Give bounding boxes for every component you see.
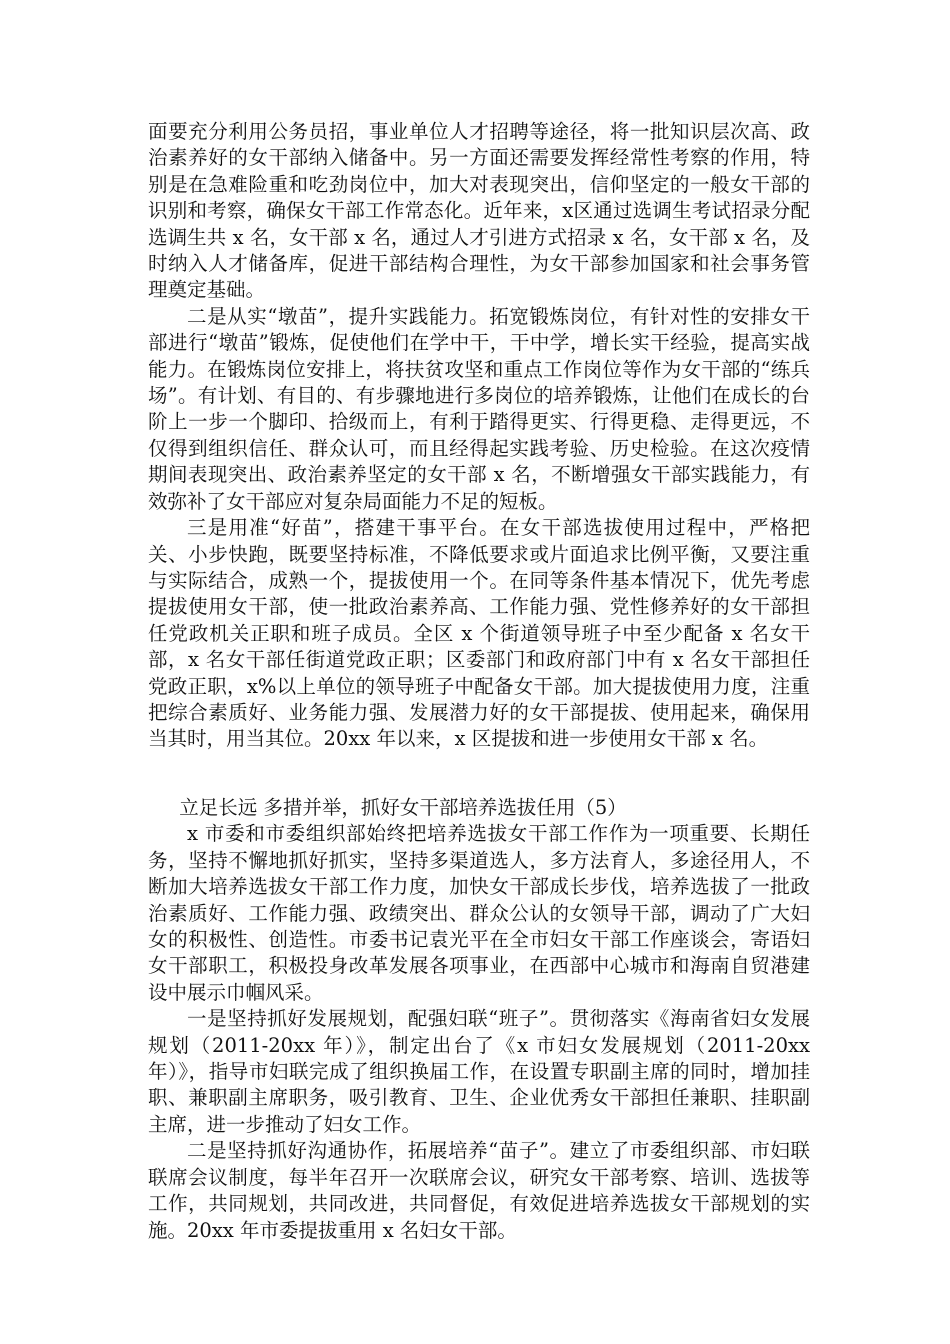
article-section-5 (148, 795, 810, 1244)
paragraph-continuation: 面要充分利用公务员招，事业单位人才招聘等途径，将一批知识层次高、政治素养好的女干部纳入储备中。另一方面还需要发挥经常性考察的作用，特别是在急难险重和吃劲岗位中，加大对表现突出，信仰坚定的一般女干部的识别和考察，确保女干部工作常态化。近年来，x区通过选调生考试招录分配选调生共 x 名，女干部 x 名，通过人才引进方式招录 x 名，女干部 x 名，及时纳入人才储备库，促进干部结构合理性，为女干部参加国家和社会事务管理奠定基础。 (148, 120, 810, 302)
paragraph-intro: x 市委和市委组织部始终把培养选拔女干部工作作为一项重要、长期任务，坚持不懈地抓好抓实，坚持多渠道选人，多方法育人，多途径用人，不断加大培养选拔女干部工作力度，加快女干部成长步伐，培养选拔了一批政治素质好、工作能力强、政绩突出、群众公认的女领导干部，调动了广大妇女的积极性、创造性。市委书记袁光平在全市妇女干部工作座谈会，寄语妇女干部职工，积极投身改革发展各项事业，在西部中心城市和海南自贸港建设中展示巾帼风采。 (148, 822, 810, 1004)
paragraph-point-three: 三是用准“好苗”，搭建干事平台。在女干部选拔使用过程中，严格把关、小步快跑，既要坚持标准，不降低要求或片面追求比例平衡，又要注重与实际结合，成熟一个，提拔使用一个。在同等条件基本情况下，优先考虑提拔使用女干部，使一批政治素养高、工作能力强、党性修养好的女干部担任党政机关正职和班子成员。全区 x 个街道领导班子中至少配备 x 名女干部，x 名女干部任街道党政正职；区委部门和政府部门中有 x 名女干部担任党政正职，x%以上单位的领导班子中配备女干部。加大提拔使用力度，注重把综合素质好、业务能力强、发展潜力好的女干部提拔、使用起来，确保用当其时，用当其位。20xx 年以来，x 区提拔和进一步使用女干部 x 名。 (148, 516, 810, 751)
paragraph-point-two-b: 二是坚持抓好沟通协作，拓展培养“苗子”。建立了市委组织部、市妇联联席会议制度，每半年召开一次联席会议，研究女干部考察、培训、选拔等工作，共同规划，共同改进，共同督促，有效促进培养选拔女干部规划的实施。20xx 年市委提拔重用 x 名妇女干部。 (148, 1139, 810, 1242)
article-heading: 立足长远 多措并举，抓好女干部培养选拔任用（5） (179, 796, 627, 819)
paragraph-point-two: 二是从实“墩苗”，提升实践能力。拓宽锻炼岗位，有针对性的安排女干部进行“墩苗”锻炼，促使他们在学中干，干中学，增长实干经验，提高实战能力。在锻炼岗位安排上，将扶贫攻坚和重点工作岗位等作为女干部的“练兵场”。有计划、有目的、有步骤地进行多岗位的培养锻炼，让他们在成长的台阶上一步一个脚印、拾级而上，有利于踏得更实、行得更稳、走得更远，不仅得到组织信任、群众认可，而且经得起实践考验、历史检验。在这次疫情期间表现突出、政治素养坚定的女干部 x 名，不断增强女干部实践能力，有效弥补了女干部应对复杂局面能力不足的短板。 (148, 304, 810, 513)
paragraph-point-one: 一是坚持抓好发展规划，配强妇联“班子”。贯彻落实《海南省妇女发展规划（2011-20xx 年）》，制定出台了《x 市妇女发展规划（2011-20xx 年）》，指导市妇联完成了组织换届工作，在设置专职副主席的同时，增加挂职、兼职副主席职务，吸引教育、卫生、企业优秀女干部担任兼职、挂职副主席，进一步推动了妇女工作。 (148, 1007, 810, 1136)
section-continued-text (148, 119, 810, 753)
